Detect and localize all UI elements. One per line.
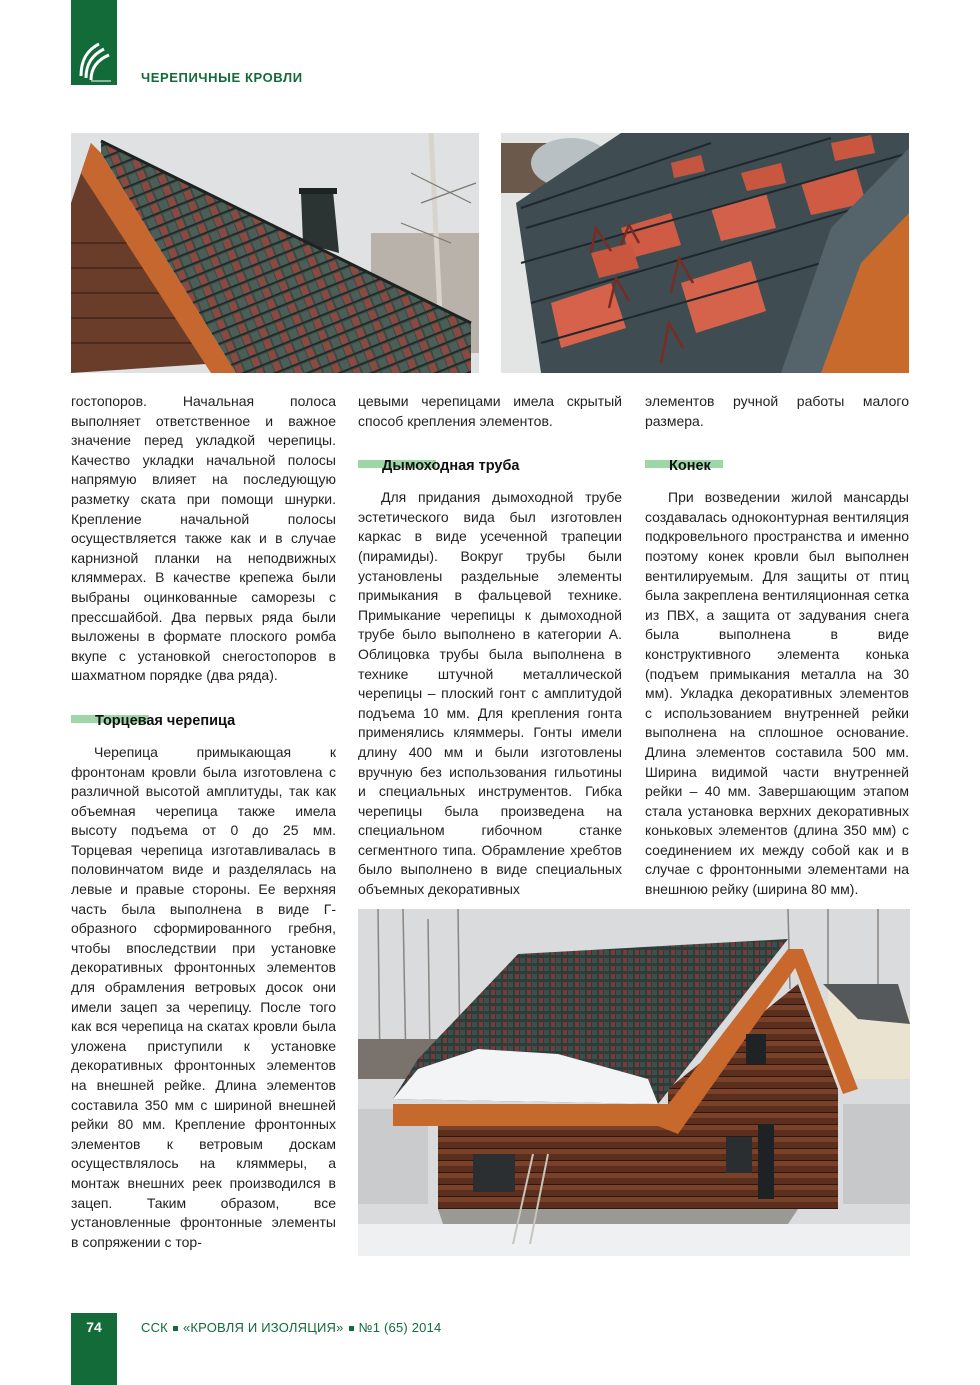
subheading-torcevaya (71, 712, 336, 732)
logo-block (71, 0, 117, 85)
subheading-text: Торцевая черепица (95, 712, 236, 729)
bullet-square-icon (173, 1326, 178, 1331)
photo-tile-closeup (501, 133, 909, 373)
paragraph: Для придания дымоходной трубе эстетического вида был изготовлен каркас в виде усеченной трапеции (пирамиды). Вокруг трубы были установлены раздельные элементы примыкания в фальцевой технике. Примыкание черепицы к дымоходной трубе было выполнено в категории А. Облицовка трубы была выполнена в технике штучной металлической черепицы – плоский гонт с амплитудой подъема 10 мм. Для крепления гонта применялись кляммеры. Гонты имели длину 400 мм и были изготовлены вручную без использования гильотины и специальных инструментов. Гибка черепицы была произведена на специальном гибочном станке сегментного типа. Обрамление хребтов было выполнено в виде специальных объемных декоративных (358, 489, 622, 898)
paragraph: Черепица примыкающая к фронтонам кровли была изготовлена с различной высотой амплитуды, так как объемная черепица также имела высоту подъема от 0 до 25 мм. Торцевая черепица изготавливалась в половинчатом виде и разделялась на левые и правые стороны. Ее верхняя часть была выполнена в виде Г-образного сформированного гребня, чтобы впоследствии при установке декоративных фронтонных элементов для обрамления ветровых досок они имели зацеп за черепицу. После того как вся черепица на скатах кровли была уложена приступили к установке декоративных фронтонных элементов на внешней рейке. Длина элементов составила 350 мм с шириной внешней рейки 80 мм. Крепление фронтонных элементов к ветровым доскам осуществлялось на кляммеры, а монтаж внешних реек производился в зацеп. Таким образом, все установленные фронтонные элементы в сопряжении с тор- (71, 743, 336, 1250)
footer-publication-info (141, 1320, 441, 1335)
subheading-text: Конек (669, 458, 711, 475)
photo-roof-slope-chimney (71, 133, 479, 373)
page-number: 74 (86, 1319, 102, 1335)
text-column-2 (358, 392, 622, 900)
footer-issue: №1 (65) 2014 (358, 1320, 442, 1335)
paragraph: элементов ручной работы малого размера. (645, 393, 909, 429)
footer-page-block (71, 1313, 117, 1385)
subheading-text: Дымоходная труба (382, 458, 520, 475)
section-title: ЧЕРЕПИЧНЫЕ КРОВЛИ (141, 70, 303, 85)
paragraph: цевыми черепицами имела скрытый способ крепления элементов. (358, 393, 622, 429)
subheading-konek (645, 457, 909, 477)
bullet-square-icon (349, 1326, 354, 1331)
paragraph: При возведении жилой мансарды создавалась одноконтурная вентиляция подкровельного пространства и именно поэтому конек кровли был выполнен вентилируемым. Для защиты от птиц была закреплена вентиляционная сетка из ПВХ, а защита от задувания снега была выполнена в виде конструктивного элемента конька (подъем примыкания металла на 30 мм). Укладка декоративных элементов с использованием внутренней рейки выполнена на сплошное основание. Длина элементов составила 500 мм. Ширина видимой части внутренней рейки – 40 мм. Завершающим этапом стала установка верхних декоративных коньковых элементов (длина 350 мм) с соединением их между собой как и в случае с фронтонными элементами на внешнюю рейку (ширина 80 мм). (645, 489, 909, 898)
text-column-1 (71, 392, 336, 1252)
subheading-dymohod (358, 457, 622, 477)
text-column-3 (645, 392, 909, 900)
footer-publisher: ССК (141, 1320, 168, 1335)
paragraph: гостопоров. Начальная полоса выполняет ответственное и важное значение перед укладкой черепицы. Качество укладки начальной полосы напрямую влияет на последующую разметку ската при помощи шнурки. Крепление начальной полосы осуществляется также как и в случае карнизной планки на неподвижных кляммерах. В качестве крепежа были выбраны оцинкованные саморезы с прессшайбой. Два первых ряда были выложены в формате плоского ромба вкупе с установкой снегостопоров в шахматном порядке (два ряда). (71, 393, 336, 684)
photo-log-house (358, 909, 910, 1256)
footer-magazine-name: «КРОВЛЯ И ИЗОЛЯЦИЯ» (182, 1320, 344, 1335)
magazine-logo-icon (77, 38, 111, 82)
